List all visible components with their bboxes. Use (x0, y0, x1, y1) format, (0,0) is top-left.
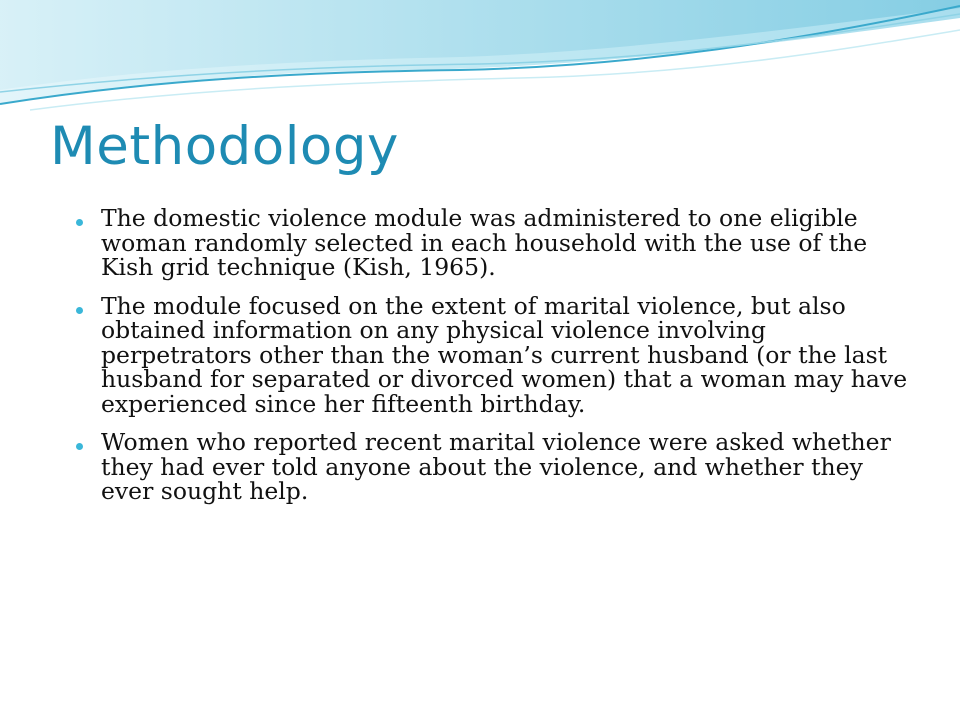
list-item (76, 206, 916, 280)
bullet-text: Women who reported recent marital violence were asked whether they had ever told anyone about the violence, and whether they ever sought help. (101, 428, 891, 505)
bullet-text: The domestic violence module was administered to one eligible woman randomly selected in each household with the use of the Kish grid technique (Kish, 1965). (101, 204, 868, 281)
bullet-icon (76, 219, 83, 226)
wave-header-decoration (0, 0, 960, 120)
bullet-list (76, 206, 916, 518)
bullet-icon (76, 307, 83, 314)
bullet-text: The module focused on the extent of marital violence, but also obtained information on any physical violence involving perpetrators other than the woman’s current husband (or the last husband for separated or divorced women) that a woman may have experienced since her fifteenth birthday. (101, 291, 908, 418)
bullet-icon (76, 443, 83, 450)
page-title: Methodology (50, 116, 399, 177)
list-item (76, 291, 916, 418)
list-item (76, 430, 916, 504)
